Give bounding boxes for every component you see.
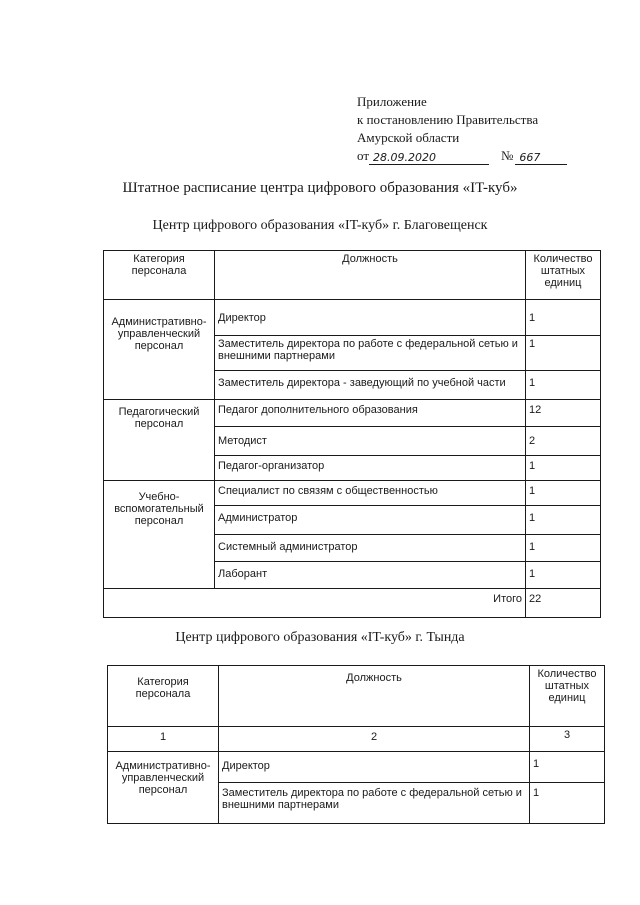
section2-title: Центр цифрового образования «IT-куб» г. Тында [175, 630, 465, 645]
position-cell: Педагог-организатор [215, 456, 526, 481]
count-cell: 1 [526, 506, 601, 535]
count-cell: 1 [526, 481, 601, 506]
column-number-row [108, 727, 605, 752]
staff-table-tynda [107, 665, 605, 824]
position-cell: Лаборант [215, 562, 526, 589]
position-cell: Специалист по связям с общественностью [215, 481, 526, 506]
position-cell: Администратор [215, 506, 526, 535]
count-cell: 1 [526, 562, 601, 589]
column-number-1: 1 [108, 727, 219, 752]
category-cell: Административно-управленческий персонал [108, 752, 219, 824]
header-category: Категория персонала [108, 666, 219, 727]
total-row [104, 589, 601, 618]
table-row [104, 481, 601, 506]
from-label: от [357, 148, 370, 163]
staff-table-blagoveshchensk [103, 250, 601, 618]
count-cell: 1 [526, 535, 601, 562]
appendix-date-number [357, 147, 567, 165]
category-cell: Административно-управленческий персонал [104, 300, 215, 400]
position-cell: Заместитель директора - заведующий по учебной части [215, 371, 526, 400]
header-position: Должность [219, 666, 530, 727]
total-label: Итого [104, 589, 526, 618]
position-cell: Системный администратор [215, 535, 526, 562]
count-cell: 1 [526, 336, 601, 371]
table-header-row [108, 666, 605, 727]
position-cell: Педагог дополнительного образования [215, 400, 526, 427]
count-cell: 1 [526, 371, 601, 400]
header-position: Должность [215, 251, 526, 300]
count-cell: 1 [526, 456, 601, 481]
position-cell: Директор [215, 300, 526, 336]
appendix-region: Амурской области [357, 130, 460, 145]
header-count: Количество штатных единиц [530, 666, 605, 727]
count-cell: 12 [526, 400, 601, 427]
column-number-2: 2 [219, 727, 530, 752]
position-cell: Методист [215, 427, 526, 456]
header-category: Категория персонала [104, 251, 215, 300]
section1-title: Центр цифрового образования «IT-куб» г. Благовещенск [152, 218, 488, 233]
header-count: Количество штатных единиц [526, 251, 601, 300]
column-number-3: 3 [530, 727, 605, 752]
count-cell: 1 [530, 752, 605, 783]
document-title: Штатное расписание центра цифрового образования «IT-куб» [122, 180, 518, 196]
count-cell: 2 [526, 427, 601, 456]
appendix-decree: к постановлению Правительства [357, 112, 539, 127]
appendix-block [357, 93, 567, 165]
table-row [104, 400, 601, 427]
appendix-title: Приложение [357, 94, 427, 109]
number-label: № [501, 148, 514, 163]
position-cell: Заместитель директора по работе с федеральной сетью и внешними партнерами [219, 783, 530, 824]
table-header-row [104, 251, 601, 300]
position-cell: Заместитель директора по работе с федеральной сетью и внешними партнерами [215, 336, 526, 371]
category-cell: Учебно-вспомогательный персонал [104, 481, 215, 589]
category-cell: Педагогический персонал [104, 400, 215, 481]
count-cell: 1 [530, 783, 605, 824]
total-value: 22 [526, 589, 601, 618]
decree-date: 28.09.2020 [369, 151, 489, 165]
table-row [108, 752, 605, 783]
position-cell: Директор [219, 752, 530, 783]
decree-number: 667 [515, 151, 567, 165]
table-row [104, 300, 601, 336]
count-cell: 1 [526, 300, 601, 336]
